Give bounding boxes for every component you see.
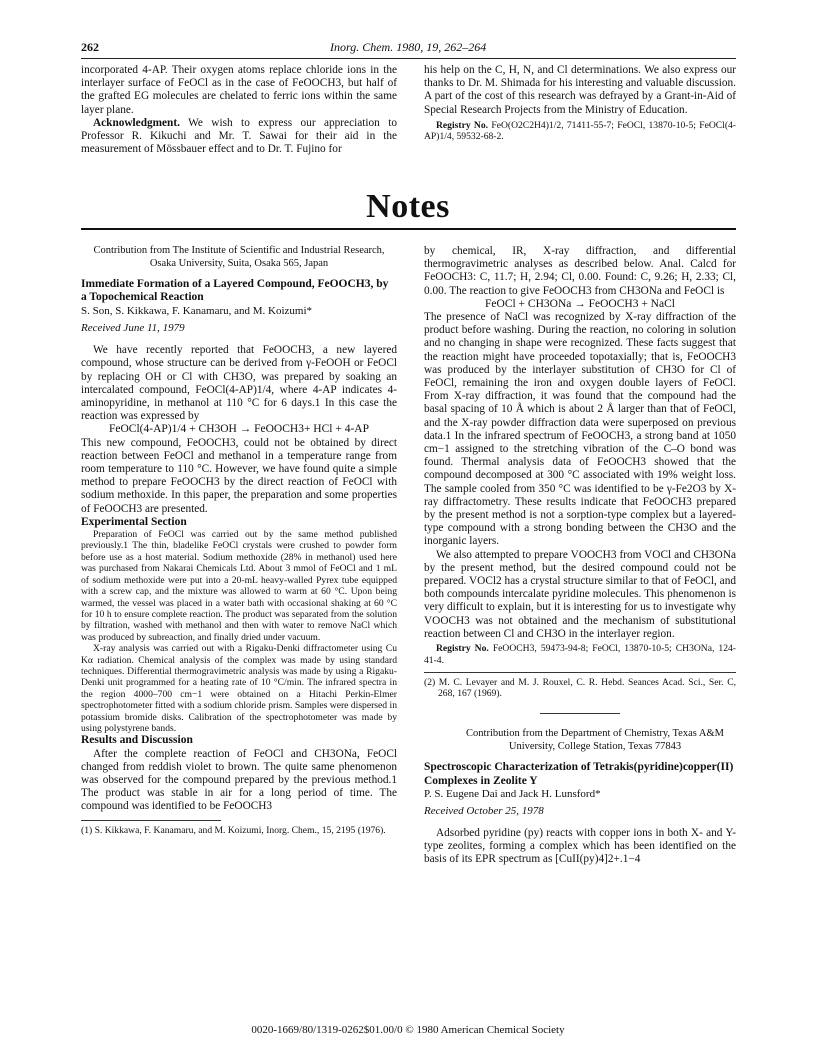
article1-right-para1: by chemical, IR, X-ray diffraction, and differential thermogravimetric analyses as described below. Anal. Calcd for FeOOCH3: C, 11.7; H, 2.94; Cl, 0.00. Found: C, 9.26; H, 2.33; Cl, 0.00. The reaction to give FeOOCH3 from CH3ONa and FeOCl is xyxy=(424,245,736,297)
article2-intro: Adsorbed pyridine (py) reacts with copper ions in both X- and Y-type zeolites, forming a complex which has been identified on the basis of its EPR spectrum as [CuII(py)4]2+.1−4 xyxy=(424,826,736,865)
prev-article-text: incorporated 4-AP. Their oxygen atoms replace chloride ions in the interlayer surface of FeOCl as in the case of FeOOCH3, but half of the grafted EG molecules are chelated to ferric ions within the same layer plane. xyxy=(81,64,397,116)
article1-right-column xyxy=(424,245,736,866)
notes-section-title: Notes xyxy=(366,188,450,225)
article-separator xyxy=(540,713,620,714)
article1-title: Immediate Formation of a Layered Compound, FeOOCH3, by a Topochemical Reaction xyxy=(81,278,389,304)
prev-registry xyxy=(424,120,736,143)
footnote-rule xyxy=(424,672,736,673)
article1-right-para3: We also attempted to prepare VOOCH3 from VOCl and CH3ONa by the present method, but the desired compound could not be prepared. VOCl2 has a crystal structure similar to that of FeOCl, and both compounds intercalate pyridine molecules. This phenomenon is very difficult to explain, but it is interesting for us to investigate why VOOCH3 was not obtained and the mechanism of substitutional reaction between Cl and CH3O in the interlayer region. xyxy=(424,548,736,640)
article1-right-para2: The presence of NaCl was recognized by X-ray diffraction of the product before washing. During the reaction, no coloring in solution and no changing in shape were recognized. These facts suggest that the reaction might have proceeded topotaxially; that is, FeOOCH3 was produced by the interlayer substitution of CH3O for Cl of FeOCl, remaining the iron and oxygen double layers of FeOCl. From X-ray diffraction, it was found that the compound had the basal spacing of 10 Å which is about 2 Å larger than that of FeOCl, and the X-ray powder diffraction data were superposed on previous data.1 In the infrared spectrum of FeOOCH3, a strong band at 1050 cm−1 assigned to the stretching vibration of the C–O bond was found. Thermal analysis data of FeOOCH3 showed that the compound decomposed at 300 °C associated with 19% weight loss. The sample cooled from 350 °C was identified to be γ-Fe2O3 by X-ray diffractometry. These results indicate that FeOOCH3 prepared by the present method is not a sorption-type complex but a layered-type compound with a strong bonding between the CH3O and the inorganic layers. xyxy=(424,311,736,548)
article1-equation1: FeOCl(4-AP)1/4 + CH3OH → FeOOCH3+ HCl + 4-AP xyxy=(108,423,369,436)
article2-authors: P. S. Eugene Dai and Jack H. Lunsford* xyxy=(424,788,601,801)
article2-title: Spectroscopic Characterization of Tetrakis(pyridine)copper(II) Complexes in Zeolite Y xyxy=(424,761,734,787)
article2-contribution: Contribution from the Department of Chemistry, Texas A&M University, College Station, Texas 77843 xyxy=(466,728,724,752)
acknowledgment-heading: Acknowledgment. xyxy=(93,116,180,129)
experimental-para2: X-ray analysis was carried out with a Rigaku-Denki diffractometer using Cu Kα radiation. Chemical analysis of the complex was made by using standard techniques. Differential thermogravimetric analysis was made by using a Rigaku-Denki unit programmed for a heating rate of 10 °C/min. The infrared spectra in the region 4000–700 cm−1 were obtained on a Hitachi Perkin-Elmer spectrophotometer fitted with a sodium chloride prism. Samples were dispersed in potassium bromide disks. Calibration of the spectrophotometer was made by using polystyrene bands. xyxy=(81,643,397,734)
article1-left-column xyxy=(81,245,397,836)
registry-heading: Registry No. xyxy=(436,119,489,131)
footnote-1: (1) S. Kikkawa, F. Kanamaru, and M. Koizumi, Inorg. Chem., 15, 2195 (1976). xyxy=(81,824,386,836)
registry-heading: Registry No. xyxy=(436,643,489,655)
article1-received: Received June 11, 1979 xyxy=(81,322,185,335)
results-para1: After the complete reaction of FeOCl and CH3ONa, FeOCl changed from reddish violet to brown. The quite same phenomenon was observed for the compound prepared by the previous method.1 The product was stable in air for a long period of time. The compound was identified to be FeOOCH3 xyxy=(81,747,397,813)
acknowledgment xyxy=(81,117,397,157)
results-heading: Results and Discussion xyxy=(81,734,193,747)
article1-authors: S. Son, S. Kikkawa, F. Kanamaru, and M. Koizumi* xyxy=(81,304,313,317)
experimental-para1: Preparation of FeOCl was carried out by the same method published previously.1 The thin, bladelike FeOCl crystals were crushed to powder form before use as a host material. Sodium methoxide (28% in methanol) used here was purchased from Nakarai Chemicals Ltd. About 3 mmol of FeOCl and 1 mL of sodium methoxide were put into a 20-mL heavy-walled Pyrex tube equipped with a screw cap, and the mixture was allowed to warm at 60 °C. Upon being warmed, the vessel was placed in a water bath with occasional shaking at 60 °C for 10 h to ensure complete reaction. The product was separated from the solution by filtration, washed with methanol and then with water to remove NaCl which was produced by subreaction, and finally dried under vacuum. xyxy=(81,529,397,643)
footnote-2: (2) M. C. Levayer and M. J. Rouxel, C. R. Hebd. Seances Acad. Sci., Ser. C, 268, 167 (1969). xyxy=(424,676,736,700)
prev-article-left-column xyxy=(81,64,397,156)
article1-intro: We have recently reported that FeOOCH3, a new layered compound, whose structure can be derived from γ-FeOOH or FeOCl by replacing OH or Cl with CH3O, was prepared by soaking an intercalated compound, FeOCl(4-AP)1/4, where 4-AP indicates 4-aminopyridine, in methanol at 110 °C for 6 days.1 In this case the reaction was expressed by xyxy=(81,344,397,423)
article2-received: Received October 25, 1978 xyxy=(424,805,544,818)
article1-para2: This new compound, FeOOCH3, could not be obtained by direct reaction between FeOCl and methanol in a temperature range from room temperature to 110 °C. However, we have found quite a simple method to prepare FeOOCH3 by the direct reaction of FeOCl with sodium methoxide. In this paper, the preparation and some properties of FeOOCH3 are presented. xyxy=(81,436,397,515)
registry-text: FeOOCH3, 59473-94-8; FeOCl, 13870-10-5; CH3ONa, 124-41-4. xyxy=(424,643,736,666)
page-footer: 0020-1669/80/1319-0262$01.00/0 © 1980 American Chemical Society xyxy=(251,1024,565,1036)
page-number: 262 xyxy=(81,40,99,54)
acknowledgment-text: We wish to express our appreciation to Professor R. Kikuchi and Mr. T. Sawai for their aid in the measurement of Mössbauer effect and to Dr. T. Fujino for xyxy=(81,116,397,156)
registry-text: FeO(O2C2H4)1/2, 71411-55-7; FeOCl, 13870-10-5; FeOCl(4-AP)1/4, 59532-68-2. xyxy=(424,119,737,143)
article1-equation2: FeOCl + CH3ONa → FeOOCH3 + NaCl xyxy=(485,297,675,310)
prev-article-right-text: his help on the C, H, N, and Cl determinations. We also express our thanks to Dr. M. Shimada for his interesting and valuable discussion. A part of the cost of this research was defrayed by a Grant-in-Aid of Special Research Projects from the Ministry of Education. xyxy=(424,64,736,116)
footnote-rule xyxy=(81,820,221,821)
article1-contribution: Contribution from The Institute of Scientific and Industrial Research, Osaka University, Suita, Osaka 565, Japan xyxy=(93,245,385,269)
header-rule xyxy=(81,58,736,59)
prev-article-right-column xyxy=(424,64,736,143)
article1-registry xyxy=(424,643,736,666)
journal-header: Inorg. Chem. 1980, 19, 262–264 xyxy=(330,40,487,54)
notes-rule xyxy=(81,228,736,230)
experimental-heading: Experimental Section xyxy=(81,515,187,528)
